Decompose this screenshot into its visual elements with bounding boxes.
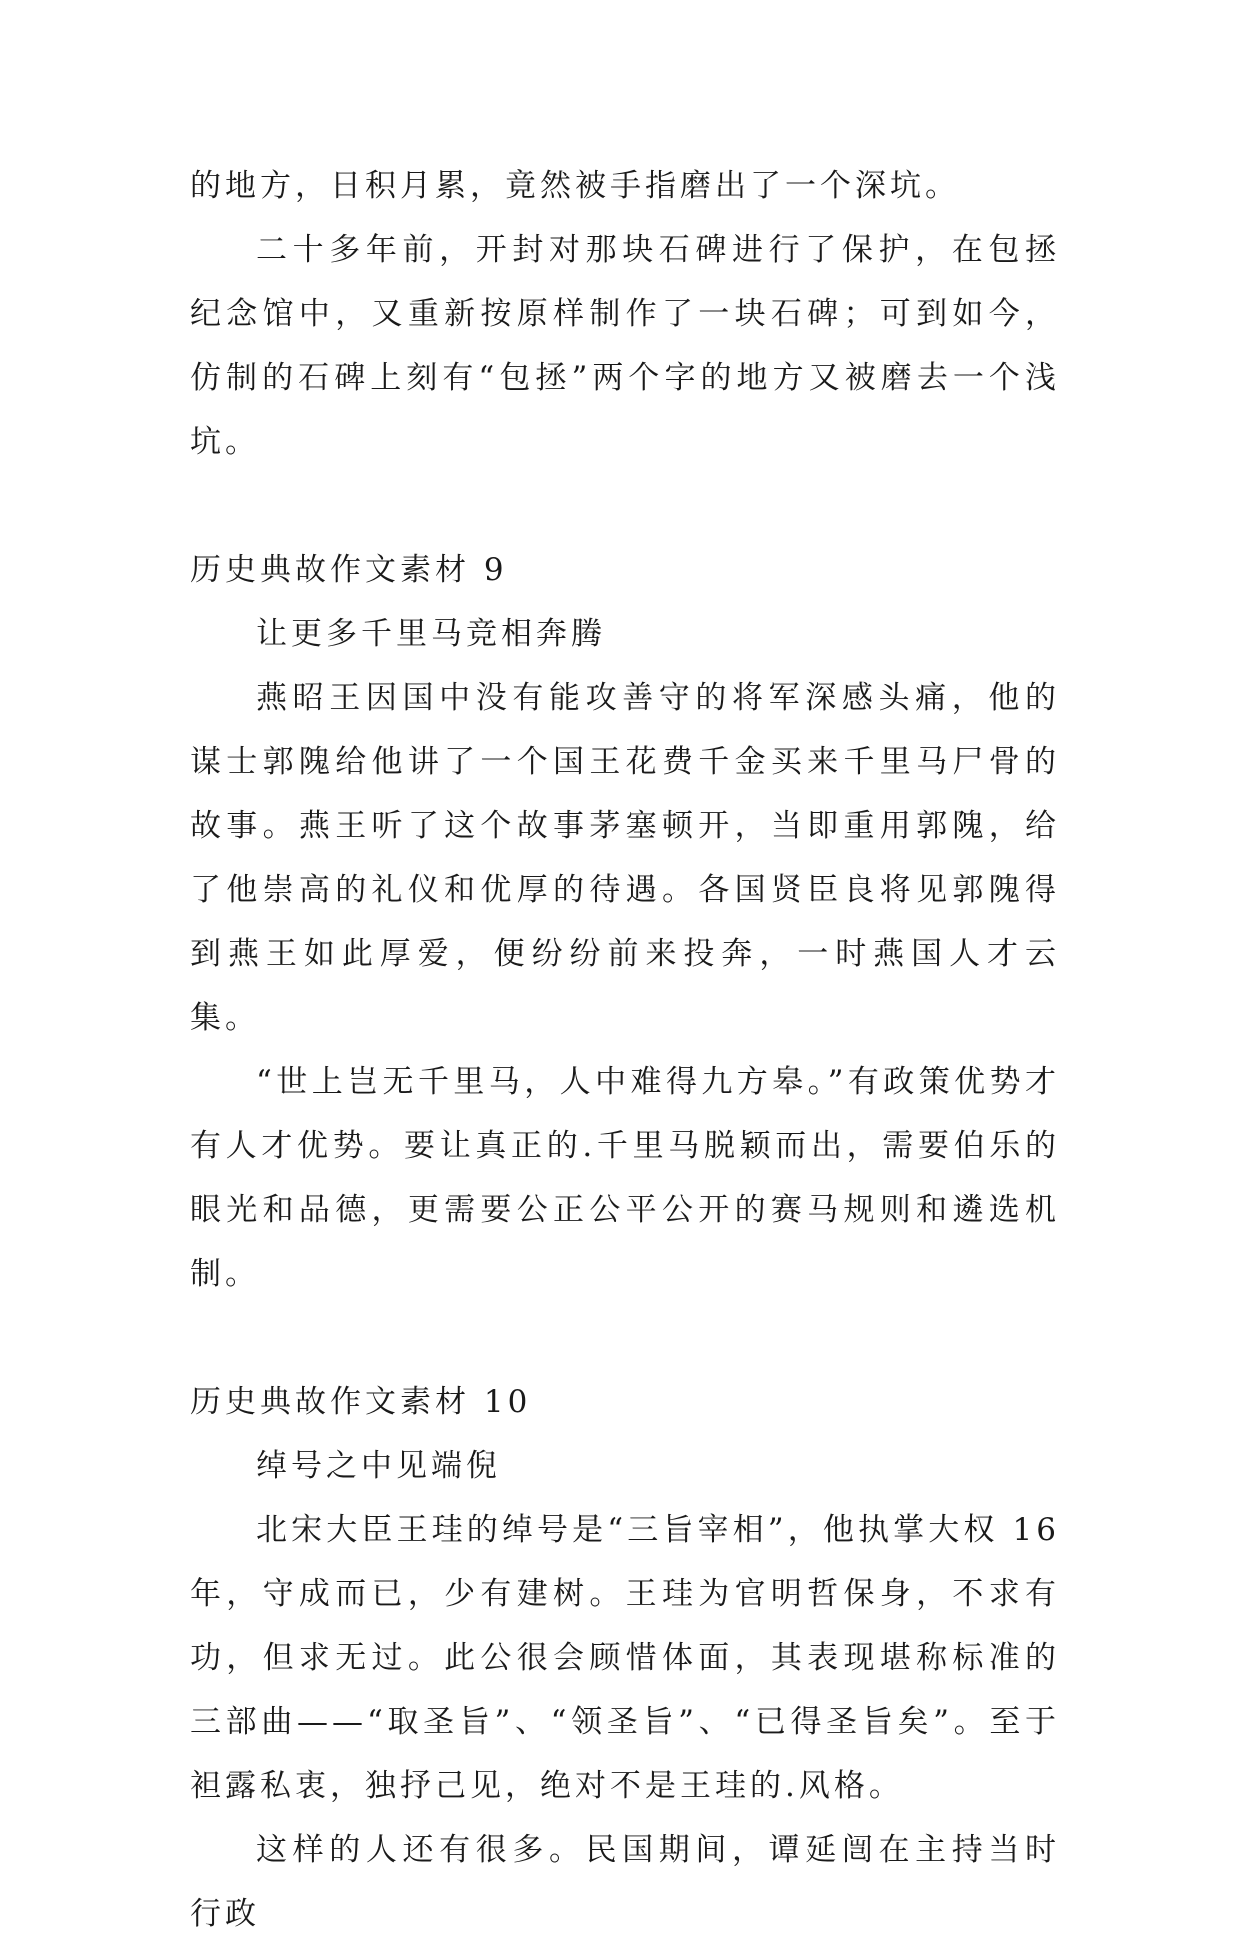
section-title-10: 历史典故作文素材 10	[190, 1384, 532, 1420]
paragraph-2: 二十多年前，开封对那块石碑进行了保护，在包拯纪念馆中，又重新按原样制作了一块石碑；可到如今，仿制的石碑上刻有“包拯”两个字的地方又被磨去一个浅坑。	[190, 232, 1060, 460]
paragraph-5: 北宋大臣王珪的绰号是“三旨宰相”，他执掌大权 16 年，守成而已，少有建树。王珪为官明哲保身，不求有功，但求无过。此公很会顾惜体面，其表现堪称标准的三部曲——“取圣旨”、“领圣旨”、“已得圣旨矣”。至于袒露私衷，独抒己见，绝对不是王珪的.风格。	[190, 1512, 1060, 1804]
subtitle-9: 让更多千里马竞相奔腾	[256, 616, 606, 652]
section-title-9: 历史典故作文素材 9	[190, 552, 508, 588]
document-body	[190, 154, 1060, 1946]
paragraph-6: 这样的人还有很多。民国期间，谭延闿在主持当时行政	[190, 1832, 1060, 1932]
paragraph-3: 燕昭王因国中没有能攻善守的将军深感头痛，他的谋士郭隗给他讲了一个国王花费千金买来千里马尸骨的故事。燕王听了这个故事茅塞顿开，当即重用郭隗，给了他崇高的礼仪和优厚的待遇。各国贤臣良将见郭隗得到燕王如此厚爱，便纷纷前来投奔，一时燕国人才云集。	[190, 680, 1060, 1036]
paragraph-1: 的地方，日积月累，竟然被手指磨出了一个深坑。	[190, 168, 960, 204]
paragraph-4: “世上岂无千里马，人中难得九方皋。”有政策优势才有人才优势。要让真正的.千里马脱颖而出，需要伯乐的眼光和品德，更需要公正公平公开的赛马规则和遴选机制。	[190, 1064, 1060, 1292]
subtitle-10: 绰号之中见端倪	[256, 1448, 501, 1484]
